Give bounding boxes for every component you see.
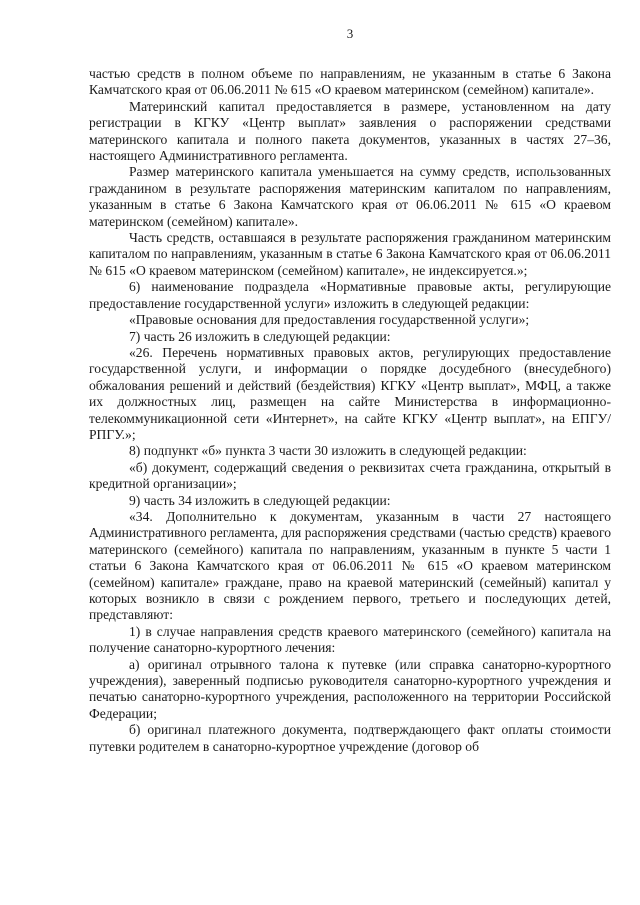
paragraph: «Правовые основания для предоставления государственной услуги»; — [129, 312, 530, 328]
paragraph: «б) документ, содержащий сведения о реквизитах счета гражданина, открытый в кредитной организации»; — [89, 459, 611, 492]
paragraph: Часть средств, оставшаяся в результате распоряжения гражданином материнским капиталом по направлениям, указанным в статье 6 Закона Камчатского края от 06.06.2011 № 615 «О краевом материнском (семейном) капитале», не индексируется.»; — [89, 230, 611, 278]
paragraph: частью средств в полном объеме по направлениям, не указанным в статье 6 Закона Камчатского края от 06.06.2011 № 615 «О краевом материнском (семейном) капитале». — [89, 66, 611, 98]
paragraph: а) оригинал отрывного талона к путевке (или справка санаторно-курортного учреждения), заверенный подписью руководителя санаторно-курортного учреждения и печатью санаторно-курортного учреждения, расположенного на территории Российской Федерации; — [89, 656, 611, 721]
paragraph: б) оригинал платежного документа, подтверждающего факт оплаты стоимости путевки родителем в санаторно-курортное учреждение (договор об — [89, 722, 611, 754]
paragraph: 1) в случае направления средств краевого материнского (семейного) капитала на получение санаторно-курортного лечения: — [89, 623, 611, 656]
paragraph: 8) подпункт «б» пункта 3 части 30 изложить в следующей редакции: — [129, 443, 527, 459]
paragraph: Размер материнского капитала уменьшается на сумму средств, использованных гражданином в результате распоряжения материнским капиталом по направлениям, указанным в статье 6 Закона Камчатского края от 06.06.2011 № 615 «О краевом материнском (семейном) капитале». — [89, 164, 611, 229]
paragraph: 6) наименование подраздела «Нормативные правовые акты, регулирующие предоставление государственной услуги» изложить в следующей редакции: — [89, 279, 611, 311]
paragraph: 9) часть 34 изложить в следующей редакции: — [129, 492, 391, 508]
paragraph: Материнский капитал предоставляется в размере, установленном на дату регистрации в КГКУ «Центр выплат» заявления о распоряжении средствами материнского капитала и полного пакета документов, указанных в частях 27–36, настоящего Административного регламента. — [89, 98, 611, 164]
document-body — [89, 66, 611, 755]
paragraph: 7) часть 26 изложить в следующей редакции: — [129, 328, 391, 344]
paragraph: «34. Дополнительно к документам, указанным в части 27 настоящего Административного регламента, для распоряжения средствами (частью средств) краевого материнского (семейного) капитала по направлениям, указанным в пункте 5 части 1 статьи 6 Закона Камчатского края от 06.06.2011 № 615 «О краевом материнском (семейном) капитале» граждане, право на краевой материнский (семейный) капитал у которых возникло в связи с рождением первого, третьего и последующих детей, представляют: — [89, 508, 611, 623]
page-number: 3 — [346, 26, 354, 41]
paragraph: «26. Перечень нормативных правовых актов, регулирующих предоставление государственной услуги, и информации о порядке досудебного (внесудебного) обжалования решений и действий (бездействия) КГКУ «Центр выплат», МФЦ, а также их должностных лиц, размещен на сайте Министерства в информационно-телекоммуникационной сети «Интернет», на сайте КГКУ «Центр выплат», на ЕПГУ/РПГУ.»; — [89, 344, 611, 442]
